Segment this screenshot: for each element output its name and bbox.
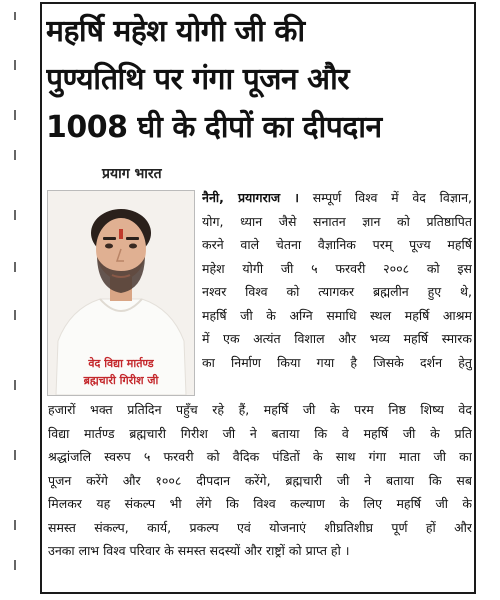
article-line: का निर्माण किया गया है जिसके दर्शन हेतु [202,354,472,370]
dateline: नैनी, प्रयागराज । [202,190,300,205]
headline [46,8,470,152]
portrait-photo [47,190,195,396]
article-line: मिलकर यह संकल्प भी लेंगे कि विश्व कल्याण के लिए महर्षि जी के [48,496,472,511]
page-margin-marks [0,0,32,600]
article-line: महेश योगी जी ५ फरवरी २००८ को इस [202,260,472,276]
article-line: पूजन करेंगे और १००८ दीपदान करेंगे, ब्रह्मचारी जी ने बताया कि सब [48,472,472,488]
article-line: हजारों भक्त प्रतिदिन पहुँच रहे हैं, महर्षि जी के परम निष्ठ शिष्य वेद [48,402,472,417]
source-credit: प्रयाग भारत [102,166,162,182]
article-line: विद्या मार्तण्ड ब्रह्मचारी गिरीश जी ने बताया कि वे महर्षि जी के प्रति [48,425,472,441]
article-column-text [202,186,472,374]
photo-caption [48,355,194,389]
article-full-width-text [48,398,472,563]
article-line: नैनी, प्रयागराज । सम्पूर्ण विश्व में वेद विज्ञान, [202,190,472,205]
article-line: करने वाले चेतना वैज्ञानिक परम् पूज्य महर्षि [202,237,472,252]
article-line: समस्त संकल्प, कार्य, प्रकल्प एवं योजनाएं शीघ्रतिशीघ्र पूर्ण हों और [48,519,472,535]
photo-caption-line: ब्रह्मचारी गिरीश जी [83,374,159,387]
headline-line: महर्षि महेश योगी जी की [46,14,305,49]
article-line: नश्वर विश्व को त्यागकर ब्रह्मलीन हुए थे, [202,284,472,299]
article-line: में एक अत्यंत विशाल और भव्य महर्षि स्मारक [202,331,472,346]
article-line: श्रद्धांजलि स्वरुप ५ फरवरी को वैदिक पंडितों के साथ गंगा माता जी का [48,449,472,464]
article-line: योग, ध्यान जैसे सनातन ज्ञान को प्रतिष्ठापित [202,213,472,229]
photo-caption-line: वेद विद्या मार्तण्ड [88,357,154,370]
headline-line: पुण्यतिथि पर गंगा पूजन और [46,62,350,97]
headline-line: 1008 घी के दीपों का दीपदान [46,110,382,145]
news-article [40,2,476,594]
article-line: महर्षि जी के अग्नि समाधि स्थल महर्षि आश्रम [202,307,472,323]
article-line: उनका लाभ विश्व परिवार के समस्त सदस्यों और राष्ट्रों को प्राप्त हो । [48,543,350,558]
